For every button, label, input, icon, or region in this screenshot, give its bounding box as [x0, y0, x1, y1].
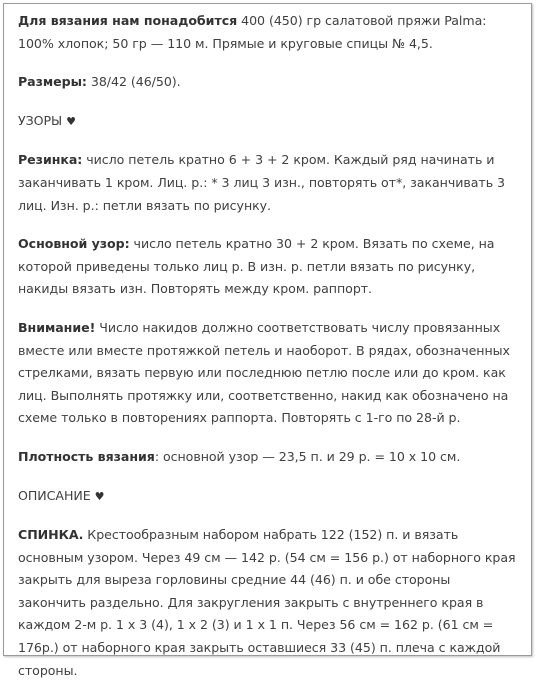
materials-paragraph — [18, 10, 521, 55]
density-text: : основной узор — 23,5 п. и 29 р. = 10 х 10 см. — [154, 448, 461, 464]
heart-icon: ♥ — [66, 114, 76, 128]
patterns-heading-text: УЗОРЫ — [18, 112, 67, 128]
density-label: Плотность вязания — [18, 448, 155, 464]
attention-text: Число накидов должно соответствовать числу провязанных вместе или вместе протяжкой петель и наоборот. В рядах, обозначенных стрелками, вязать первую или последнюю петлю после или до кром. как лиц. Выполнять протяжку или, соответственно, накид как обозначено на схеме только в повторениях раппорта. Повторять с 1-го по 28-й р. — [18, 319, 510, 426]
description-heading-text: ОПИСАНИЕ — [18, 487, 95, 503]
patterns-heading — [18, 110, 521, 134]
sizes-text: 38/42 (46/50). — [86, 74, 181, 90]
main-pattern-text: число петель кратно 30 + 2 кром. Вязать по схеме, на которой приведены только лиц р. В изн. р. петли вязать по рисунку, накиды вязать изн. Повторять между кром. раппорт. — [18, 236, 495, 297]
back-text: Крестообразным набором набрать 122 (152) п. и вязать основным узором. Через 49 см — 142 р. (54 см = 156 р.) от наборного края закрыть для выреза горловины средние 44 (46) п. и обе стороны закончить раздельно. Для закругления закрыть с внутреннего края в каждом 2-м р. 1 х 3 (4), 1 х 2 (3) и 1 х 1 п. Через 56 см = 162 р. (61 см = 176р.) от наборного края закрыть оставшиеся 33 (45) п. плеча с каждой стороны. — [18, 527, 516, 678]
article-content — [4, 4, 531, 682]
density-paragraph — [18, 446, 521, 469]
main-pattern-paragraph — [18, 233, 521, 301]
rib-paragraph — [18, 149, 521, 217]
attention-label: Внимание! — [18, 319, 96, 335]
article-frame — [3, 3, 532, 678]
rib-label: Резинка: — [18, 152, 83, 168]
main-pattern-label: Основной узор: — [18, 236, 130, 252]
attention-paragraph — [18, 317, 521, 430]
materials-text: 400 (450) гр салатовой пряжи Palma: 100% хлопок; 50 гр — 110 м. Прямые и круговые спицы № 4,5. — [18, 13, 487, 51]
rib-text: число петель кратно 6 + 3 + 2 кром. Каждый ряд начинать и заканчивать 1 кром. Лиц. р.: * 3 лиц 3 изн., повторять от*, заканчивать 3 лиц. Изн. р.: петли вязать по рисунку. — [18, 152, 506, 213]
sizes-paragraph — [18, 71, 521, 94]
description-heading — [18, 485, 521, 509]
back-paragraph — [18, 524, 521, 682]
materials-label: Для вязания нам понадобится — [18, 13, 238, 28]
back-label: СПИНКА. — [18, 527, 84, 543]
heart-icon: ♥ — [94, 489, 105, 503]
sizes-label: Размеры: — [18, 74, 87, 90]
